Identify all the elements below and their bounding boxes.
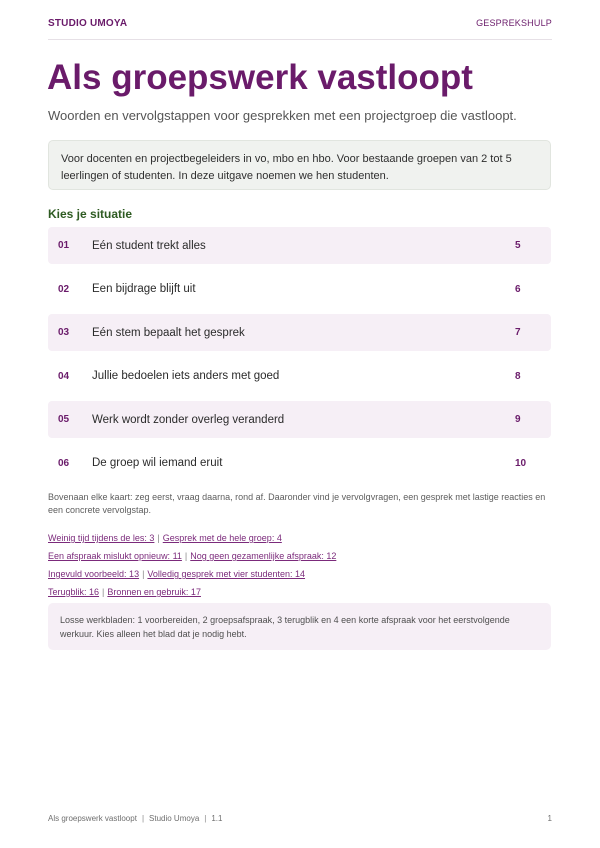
footer-version: 1.1 — [211, 814, 223, 823]
situation-row-02[interactable] — [48, 271, 551, 308]
situation-page: 6 — [515, 283, 521, 295]
footer-separator: | — [204, 814, 207, 823]
footer-separator: | — [141, 814, 145, 823]
intro-box: Voor docenten en projectbegeleiders in vo, mbo en hbo. Voor bestaande groepen van 2 tot 5 leerlingen of studenten. In deze uitgave noemen we hen studenten. — [48, 140, 551, 190]
situation-label: Werk wordt zonder overleg veranderd — [92, 413, 285, 426]
link-weinig-tijd[interactable]: Weinig tijd tijdens de les: 3 — [48, 533, 155, 543]
situation-label: Jullie bedoelen iets anders met goed — [92, 370, 280, 382]
link-hele-groep[interactable]: Gesprek met de hele groep: 4 — [162, 533, 282, 543]
situation-page: 8 — [515, 370, 521, 382]
page-subtitle: Woorden en vervolgstappen voor gesprekken met een projectgroep die vastloopt. — [48, 108, 517, 123]
section-links — [48, 529, 551, 601]
footer-doc-title: Als groepswerk vastloopt — [48, 814, 137, 823]
card-structure-note: Bovenaan elke kaart: zeg eerst, vraag daarna, rond af. Daaronder vind je vervolgvragen, een gesprek met lastige reacties en een concrete vervolgstap. — [48, 492, 546, 515]
link-bronnen[interactable]: Bronnen en gebruik: 17 — [107, 587, 201, 597]
footer-page-number: 1 — [547, 814, 552, 823]
situation-label: Eén student trekt alles — [92, 239, 206, 252]
page-footer — [48, 814, 552, 823]
link-geen-afspraak[interactable]: Nog geen gezamenlijke afspraak: 12 — [190, 551, 337, 561]
page-title: Als groepswerk vastloopt — [47, 58, 473, 97]
situation-label: De groep wil iemand eruit — [92, 457, 223, 469]
situation-page: 5 — [515, 240, 521, 251]
link-separator: | — [102, 587, 105, 597]
footer-meta — [48, 814, 222, 823]
link-terugblik[interactable]: Terugblik: 16 — [48, 587, 100, 597]
situation-number: 05 — [58, 414, 70, 425]
link-volledig-gesprek[interactable]: Volledig gesprek met vier studenten: 14 — [147, 569, 306, 579]
situation-number: 01 — [58, 240, 70, 251]
situation-number: 02 — [58, 283, 70, 295]
brand-name: STUDIO UMOYA — [48, 18, 128, 29]
situation-row-06[interactable] — [48, 445, 551, 482]
link-separator: | — [157, 533, 160, 543]
situation-number: 06 — [58, 457, 70, 469]
link-line — [48, 565, 551, 583]
link-afspraak-mislukt[interactable]: Een afspraak mislukt opnieuw: 11 — [48, 551, 182, 561]
situation-row-05[interactable] — [48, 401, 551, 438]
link-line — [48, 583, 551, 601]
link-ingevuld-voorbeeld[interactable]: Ingevuld voorbeeld: 13 — [48, 569, 140, 579]
situation-page: 7 — [515, 327, 521, 338]
situations-list — [48, 227, 551, 488]
situation-row-03[interactable] — [48, 314, 551, 351]
situations-heading: Kies je situatie — [48, 207, 133, 221]
situation-row-01[interactable] — [48, 227, 551, 264]
situation-number: 03 — [58, 327, 70, 338]
situation-label: Eén stem bepaalt het gesprek — [92, 326, 245, 339]
situation-label: Een bijdrage blijft uit — [92, 283, 196, 295]
situation-number: 04 — [58, 370, 70, 382]
footer-publisher: Studio Umoya — [149, 814, 200, 823]
page-header — [48, 18, 552, 40]
link-separator: | — [142, 569, 145, 579]
link-line — [48, 529, 551, 547]
header-section-label: GESPREKSHULP — [476, 18, 552, 28]
worksheets-box: Losse werkbladen: 1 voorbereiden, 2 groepsafspraak, 3 terugblik en 4 een korte afspraak voor het eerstvolgende werkuur. Kies alleen het blad dat je nodig hebt. — [48, 603, 551, 650]
situation-row-04[interactable] — [48, 358, 551, 395]
link-separator: | — [184, 551, 188, 561]
situation-page: 9 — [515, 414, 521, 425]
situation-page: 10 — [515, 457, 527, 469]
link-line — [48, 547, 551, 565]
